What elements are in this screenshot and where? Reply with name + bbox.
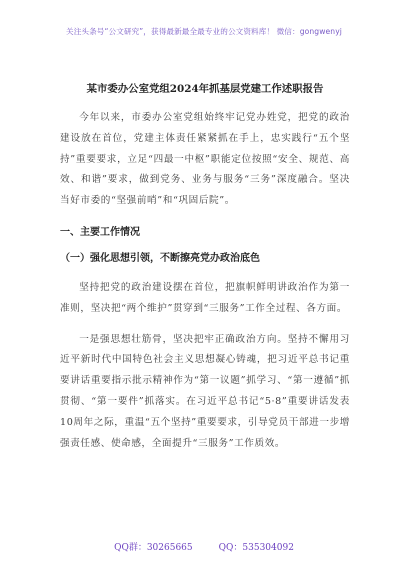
document-body xyxy=(60,80,350,464)
body-paragraph-1: 坚持把党的政治建设摆在首位，把旗帜鲜明讲政治作为第一准则，坚决把“两个维护”贯穿到“三服务”工作全过程、各方面。 xyxy=(60,281,350,314)
top-banner: 关注头条号“公文研究”，获得最新最全最专业的公文资料库！ 微信：gongwenyj xyxy=(66,27,342,36)
footer-qq: QQ：535304092 xyxy=(218,543,294,553)
section-heading-main-work: 一、主要工作情况 xyxy=(60,226,140,238)
intro-paragraph: 今年以来，市委办公室党组始终牢记党办姓党，把党的政治建设放在首位，党建主体责任紧紧抓在手上，忠实践行“五个坚持”重要要求，立足“四最一中枢”职能定位按照“安全、规范、高效、和谐”要求，做到党务、业务与服务“三务”深度融合。坚决当好市委的“坚强前哨”和“巩固后院”。 xyxy=(60,112,350,207)
body-paragraph-2: 一是强思想壮筋骨，坚决把牢正确政治方向。坚持不懈用习近平新时代中国特色社会主义思想凝心铸魂，把习近平总书记重要讲话重要指示批示精神作为“第一议题”抓学习、“第一遵循”抓贯彻、“第一要件”抓落实。在习近平总书记“5·8”重要讲话发表10周年之际，重温“五个坚持”重要要求，引导党员干部进一步增强责任感、使命感，全面提升“三服务”工作质效。 xyxy=(60,333,350,449)
document-title: 某市委办公室党组2024年抓基层党建工作述职报告 xyxy=(86,83,324,95)
footer-qq-group: QQ群：30265665 xyxy=(114,543,193,553)
footer-contacts xyxy=(0,540,408,553)
subsection-heading-ideology: （一）强化思想引领，不断擦亮党办政治底色 xyxy=(60,252,260,264)
